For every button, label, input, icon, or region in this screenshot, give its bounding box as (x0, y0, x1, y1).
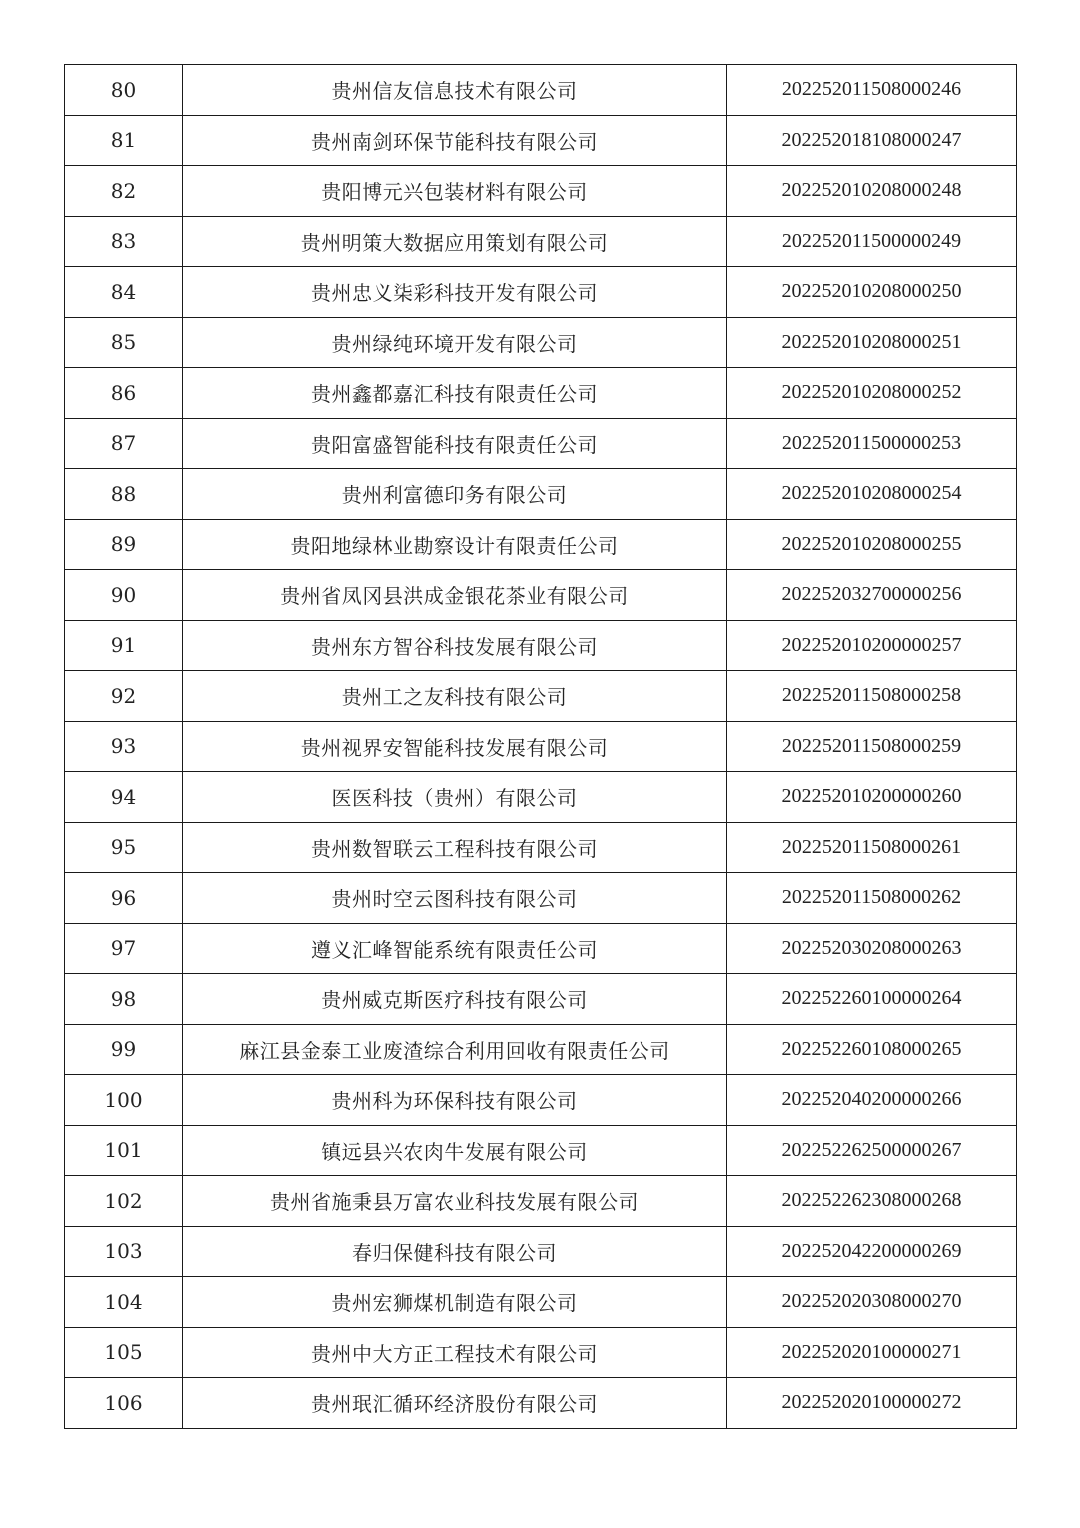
row-number-cell: 95 (65, 822, 183, 873)
row-number-cell: 96 (65, 873, 183, 924)
registration-code-cell: 202252011500000253 (727, 418, 1017, 469)
table-body (65, 65, 1017, 1429)
company-name-cell: 贵州工之友科技有限公司 (183, 671, 727, 722)
row-number-cell: 94 (65, 772, 183, 823)
table-row (65, 1024, 1017, 1075)
registration-code-cell: 202252010208000255 (727, 519, 1017, 570)
row-number-cell: 102 (65, 1176, 183, 1227)
table-row (65, 317, 1017, 368)
table-row (65, 772, 1017, 823)
company-name-cell: 医医科技（贵州）有限公司 (183, 772, 727, 823)
table-row (65, 1378, 1017, 1429)
registration-code-cell: 202252262308000268 (727, 1176, 1017, 1227)
row-number-cell: 99 (65, 1024, 183, 1075)
row-number-cell: 84 (65, 267, 183, 318)
registration-code-cell: 202252010200000257 (727, 620, 1017, 671)
row-number-cell: 93 (65, 721, 183, 772)
registration-code-cell: 202252011508000259 (727, 721, 1017, 772)
row-number-cell: 83 (65, 216, 183, 267)
table-row (65, 267, 1017, 318)
company-name-cell: 贵州忠义柒彩科技开发有限公司 (183, 267, 727, 318)
registration-code-cell: 202252032700000256 (727, 570, 1017, 621)
company-name-cell: 贵阳地绿林业勘察设计有限责任公司 (183, 519, 727, 570)
row-number-cell: 87 (65, 418, 183, 469)
row-number-cell: 89 (65, 519, 183, 570)
table-row (65, 974, 1017, 1025)
row-number-cell: 106 (65, 1378, 183, 1429)
table-row (65, 1226, 1017, 1277)
table-row (65, 1277, 1017, 1328)
company-name-cell: 遵义汇峰智能系统有限责任公司 (183, 923, 727, 974)
company-name-cell: 贵州利富德印务有限公司 (183, 469, 727, 520)
company-name-cell: 贵州中大方正工程技术有限公司 (183, 1327, 727, 1378)
company-name-cell: 贵州信友信息技术有限公司 (183, 65, 727, 116)
table-row (65, 115, 1017, 166)
table-row (65, 368, 1017, 419)
row-number-cell: 91 (65, 620, 183, 671)
company-name-cell: 贵州东方智谷科技发展有限公司 (183, 620, 727, 671)
company-name-cell: 贵州南剑环保节能科技有限公司 (183, 115, 727, 166)
row-number-cell: 98 (65, 974, 183, 1025)
table-row (65, 671, 1017, 722)
registration-code-cell: 202252010200000260 (727, 772, 1017, 823)
company-name-cell: 贵州省凤冈县洪成金银花茶业有限公司 (183, 570, 727, 621)
company-name-cell: 春归保健科技有限公司 (183, 1226, 727, 1277)
company-name-cell: 贵州明策大数据应用策划有限公司 (183, 216, 727, 267)
table-row (65, 65, 1017, 116)
registration-code-cell: 202252040200000266 (727, 1075, 1017, 1126)
company-name-cell: 贵州数智联云工程科技有限公司 (183, 822, 727, 873)
table-row (65, 721, 1017, 772)
company-name-cell: 麻江县金泰工业废渣综合利用回收有限责任公司 (183, 1024, 727, 1075)
row-number-cell: 85 (65, 317, 183, 368)
row-number-cell: 82 (65, 166, 183, 217)
table-row (65, 822, 1017, 873)
registration-code-cell: 202252020308000270 (727, 1277, 1017, 1328)
company-name-cell: 贵州省施秉县万富农业科技发展有限公司 (183, 1176, 727, 1227)
registration-code-cell: 202252010208000254 (727, 469, 1017, 520)
registration-code-cell: 202252042200000269 (727, 1226, 1017, 1277)
table-row (65, 570, 1017, 621)
company-name-cell: 贵州珉汇循环经济股份有限公司 (183, 1378, 727, 1429)
registration-code-cell: 202252011508000246 (727, 65, 1017, 116)
registration-code-cell: 202252010208000251 (727, 317, 1017, 368)
row-number-cell: 92 (65, 671, 183, 722)
company-name-cell: 贵州绿纯环境开发有限公司 (183, 317, 727, 368)
registration-code-cell: 202252010208000248 (727, 166, 1017, 217)
row-number-cell: 101 (65, 1125, 183, 1176)
row-number-cell: 104 (65, 1277, 183, 1328)
registration-code-cell: 202252010208000250 (727, 267, 1017, 318)
registration-code-cell: 202252018108000247 (727, 115, 1017, 166)
registration-code-cell: 202252020100000271 (727, 1327, 1017, 1378)
row-number-cell: 100 (65, 1075, 183, 1126)
row-number-cell: 81 (65, 115, 183, 166)
registration-code-cell: 202252260108000265 (727, 1024, 1017, 1075)
table-row (65, 1075, 1017, 1126)
table-row (65, 418, 1017, 469)
company-name-cell: 贵州视界安智能科技发展有限公司 (183, 721, 727, 772)
company-registry-table (64, 64, 1017, 1429)
table-row (65, 166, 1017, 217)
row-number-cell: 103 (65, 1226, 183, 1277)
row-number-cell: 88 (65, 469, 183, 520)
registration-code-cell: 202252262500000267 (727, 1125, 1017, 1176)
registration-code-cell: 202252011508000262 (727, 873, 1017, 924)
table-row (65, 923, 1017, 974)
row-number-cell: 97 (65, 923, 183, 974)
registration-code-cell: 202252011508000258 (727, 671, 1017, 722)
table-row (65, 1176, 1017, 1227)
registration-code-cell: 202252020100000272 (727, 1378, 1017, 1429)
row-number-cell: 105 (65, 1327, 183, 1378)
row-number-cell: 80 (65, 65, 183, 116)
row-number-cell: 90 (65, 570, 183, 621)
registration-code-cell: 202252011500000249 (727, 216, 1017, 267)
company-name-cell: 贵阳富盛智能科技有限责任公司 (183, 418, 727, 469)
registration-code-cell: 202252030208000263 (727, 923, 1017, 974)
company-name-cell: 贵阳博元兴包装材料有限公司 (183, 166, 727, 217)
table-row (65, 469, 1017, 520)
table-row (65, 1327, 1017, 1378)
company-name-cell: 贵州鑫都嘉汇科技有限责任公司 (183, 368, 727, 419)
table-row (65, 216, 1017, 267)
table-row (65, 519, 1017, 570)
table-row (65, 620, 1017, 671)
table-row (65, 1125, 1017, 1176)
registration-code-cell: 202252010208000252 (727, 368, 1017, 419)
company-name-cell: 贵州时空云图科技有限公司 (183, 873, 727, 924)
table-row (65, 873, 1017, 924)
registration-code-cell: 202252011508000261 (727, 822, 1017, 873)
registration-code-cell: 202252260100000264 (727, 974, 1017, 1025)
company-name-cell: 贵州宏狮煤机制造有限公司 (183, 1277, 727, 1328)
row-number-cell: 86 (65, 368, 183, 419)
company-name-cell: 贵州威克斯医疗科技有限公司 (183, 974, 727, 1025)
company-name-cell: 镇远县兴农肉牛发展有限公司 (183, 1125, 727, 1176)
company-name-cell: 贵州科为环保科技有限公司 (183, 1075, 727, 1126)
